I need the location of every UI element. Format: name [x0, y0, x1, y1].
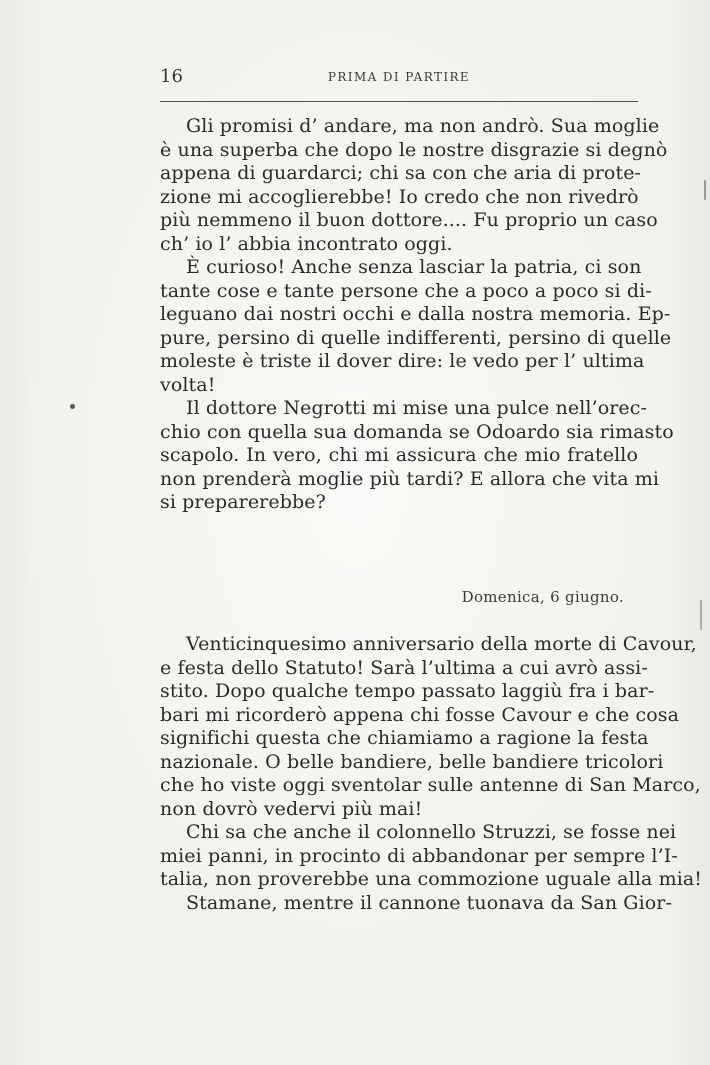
text-line: moleste è triste il dover dire: le vedo per l’ ultima [160, 350, 645, 372]
text-line: si preparerebbe? [160, 491, 326, 513]
text-line: Chi sa che anche il colonnello Struzzi, se fosse nei [186, 821, 677, 843]
ink-speck [70, 404, 75, 409]
page-number: 16 [160, 66, 183, 87]
text-line: Gli promisi d’ andare, ma non andrò. Sua moglie [186, 115, 660, 137]
text-line: significhi questa che chiamiamo a ragione la festa [160, 727, 649, 749]
paragraph [160, 115, 668, 256]
text-line: che ho viste oggi sventolar sulle antenne di San Marco, [160, 774, 701, 796]
paragraph [160, 891, 672, 916]
running-title: PRIMA DI PARTIRE [327, 70, 471, 84]
text-line: È curioso! Anche senza lasciar la patria, ci son [186, 256, 642, 278]
text-line: chio con quella sua domanda se Odoardo sia rimasto [160, 420, 674, 443]
text-line: miei panni, in procinto di abbandonar per sempre l’I- [160, 844, 678, 867]
text-line: non prenderà moglie più tardi? E allora che vita mi [160, 467, 660, 490]
page-header [160, 66, 638, 90]
paragraph [160, 397, 674, 515]
text-line: Il dottore Negrotti mi mise una pulce nell’orec- [186, 397, 648, 419]
text-block-bottom [160, 633, 703, 915]
text-line: scapolo. In vero, chi mi assicura che mio fratello [160, 444, 638, 466]
header-rule [160, 101, 638, 102]
text-line: ch’ io l’ abbia incontrato oggi. [160, 232, 453, 255]
text-line: zione mi accoglierebbe! Io credo che non rivedrò [160, 185, 639, 208]
paragraph [160, 633, 701, 821]
ink-speck [704, 180, 706, 200]
text-line: bari mi ricorderò appena chi fosse Cavour e che cosa [160, 703, 680, 726]
text-line: appena di guardarci; chi sa con che aria di prote- [160, 162, 642, 184]
paragraph [160, 821, 703, 892]
text-line: stito. Dopo qualche tempo passato laggiù fra i bar- [160, 680, 655, 702]
text-line: non dovrò vedervi più mai! [160, 797, 423, 820]
text-line: Venticinquesimo anniversario della morte di Cavour, [186, 633, 697, 655]
text-line: Stamane, mentre il cannone tuonava da San Gior- [186, 891, 672, 914]
dateline: Domenica, 6 giugno. [461, 588, 624, 606]
text-block-top [160, 115, 674, 515]
text-line: e festa dello Statuto! Sarà l’ultima a cui avrò assi- [160, 656, 648, 679]
text-line: pure, persino di quelle indifferenti, persino di quelle [160, 326, 672, 349]
text-line: è una superba che dopo le nostre disgrazie si degnò [160, 138, 668, 161]
text-line: più nemmeno il buon dottore.... Fu proprio un caso [160, 209, 658, 231]
text-line: leguano dai nostri occhi e dalla nostra memoria. Ep- [160, 303, 671, 325]
paragraph [160, 256, 672, 397]
text-line: talia, non proverebbe una commozione uguale alla mia! [160, 868, 703, 890]
ink-speck [700, 600, 702, 630]
text-line: nazionale. O belle bandiere, belle bandiere tricolori [160, 750, 664, 773]
text-line: volta! [160, 373, 216, 396]
text-line: tante cose e tante persone che a poco a poco si di- [160, 279, 652, 302]
